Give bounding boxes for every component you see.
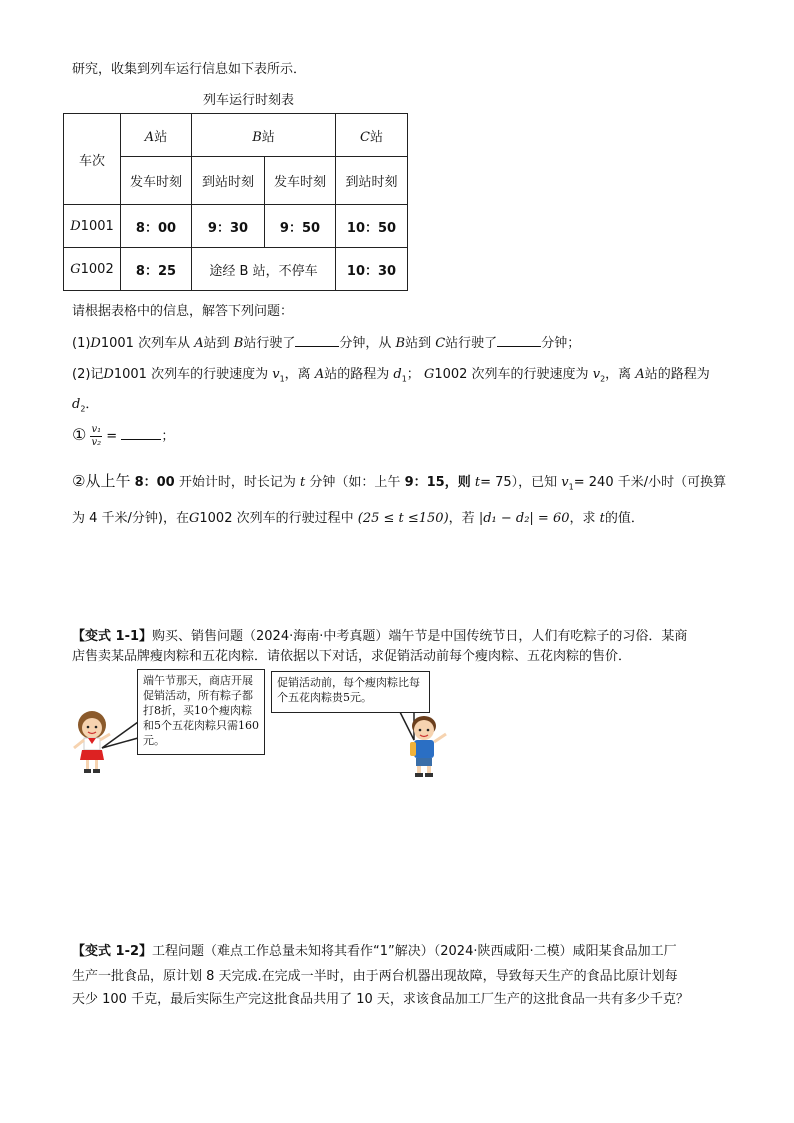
boy-illustration: [404, 712, 450, 780]
variant-1-1-line2: 店售卖某品牌瘦肉粽和五花肉粽．请依据以下对话，求促销活动前每个瘦肉粽、五花肉粽的售价．: [72, 649, 632, 664]
timetable: [63, 113, 408, 291]
header-depart-a: 发车时刻: [121, 157, 192, 205]
question-2-cont: $d_2$．: [72, 397, 99, 414]
bubble-tail: [100, 720, 140, 750]
train-id: D1001: [64, 205, 121, 248]
cell-a-depart: 8：25: [121, 248, 192, 291]
ratio-fraction: $\frac{\text{v₁}}{\text{v₂}}$: [91, 424, 102, 448]
cell-c-arrive: 10：30: [336, 248, 408, 291]
question-2a: ① $\frac{\text{v₁}}{\text{v₂}}$ = ；: [72, 424, 175, 448]
speech-bubble-girl: 端午节那天，商店开展促销活动，所有粽子都打8折，买10个瘦肉粽和5个五花肉粽只需160元。: [137, 669, 265, 755]
answer-blank[interactable]: [497, 334, 541, 347]
variant-1-1-line1: 【变式 1-1】购买、销售问题（2024·海南·中考真题）端午节是中国传统节日，人们有吃粽子的习俗．某商: [72, 629, 688, 644]
question-intro: 请根据表格中的信息，解答下列问题：: [72, 304, 294, 319]
table-caption: 列车运行时刻表: [203, 93, 295, 108]
answer-blank[interactable]: [121, 427, 161, 440]
question-2: (2)记D1001 次列车的行驶速度为 $v_1$，离 A站的路程为 $d_1$； G1002 次列车的行驶速度为 $v_2$，离 A站的路程为: [72, 367, 710, 384]
header-station-c: C站: [336, 114, 408, 157]
header-arrive-b: 到站时刻: [192, 157, 265, 205]
variant-1-2-line3: 天少 100 千克，最后实际生产完这批食品共用了 10 天，求该食品加工厂生产的这批食品一共有多少千克？: [72, 992, 689, 1007]
cell-b-arrive: 9：30: [192, 205, 265, 248]
header-train: 车次: [64, 114, 121, 205]
answer-blank[interactable]: [295, 334, 339, 347]
header-depart-b: 发车时刻: [265, 157, 336, 205]
question-1: (1)D1001 次列车从 A站到 B站行驶了 分钟，从 B站到 C站行驶了 分钟；: [72, 336, 581, 351]
cell-b-pass: 途经 B 站，不停车: [192, 248, 336, 291]
header-station-a: A站: [121, 114, 192, 157]
train-id: G1002: [64, 248, 121, 291]
question-2b-line1: ②从上午 8：00 开始计时，时长记为 t 分钟（如：上午 9：15，则 t= 75），已知 $v_1= 240$ 千米/小时（可换算: [72, 472, 727, 492]
header-arrive-c: 到站时刻: [336, 157, 408, 205]
variant-1-2-line2: 生产一批食品，原计划 8 天完成.在完成一半时，由于两台机器出现故障，导致每天生产的食品比原计划每: [72, 969, 678, 984]
variant-1-2-line1: 【变式 1-2】工程问题（难点工作总量未知将其看作“1”解决）（2024·陕西咸阳·二模）咸阳某食品加工厂: [72, 944, 677, 959]
table-row: [64, 248, 408, 291]
cell-a-depart: 8：00: [121, 205, 192, 248]
table-row: [64, 205, 408, 248]
intro-text: 研究，收集到列车运行信息如下表所示．: [72, 62, 307, 77]
cell-c-arrive: 10：50: [336, 205, 408, 248]
header-station-b: B站: [192, 114, 336, 157]
speech-bubble-boy: 促销活动前，每个瘦肉粽比每个五花肉粽贵5元。: [271, 671, 430, 713]
cell-b-depart: 9：50: [265, 205, 336, 248]
question-2b-line2: 为 4 千米/分钟)，在G1002 次列车的行驶过程中 (25 ≤ t ≤150)，若 |d₁ − d₂| = 60，求 t的值．: [72, 511, 644, 526]
